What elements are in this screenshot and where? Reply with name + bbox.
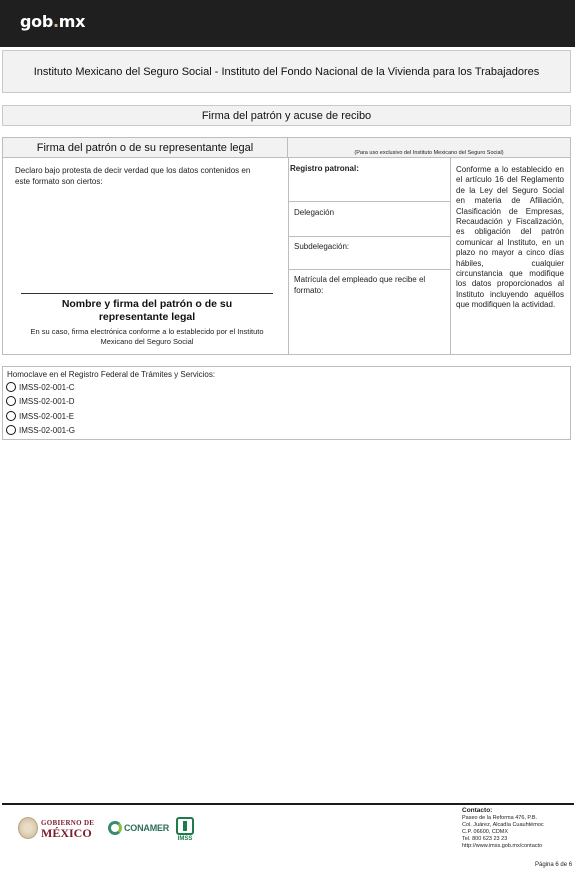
registro-patronal-field[interactable]: Registro patronal:: [289, 158, 450, 202]
declaration-text: Declaro bajo protesta de decir verdad que los datos contenidos en este formato son ciertos:: [15, 166, 251, 186]
imss-fields-column: [288, 158, 451, 354]
signature-line[interactable]: [21, 293, 273, 294]
imss-label: IMSS: [177, 836, 193, 842]
gobierno-line2: MÉXICO: [41, 826, 92, 840]
signature-right-header: (Para uso exclusivo del Instituto Mexicano del Seguro Social): [288, 138, 570, 158]
homoclave-option-label: IMSS-02-001-C: [19, 382, 75, 392]
institute-banner: [2, 50, 571, 93]
homoclave-option-label: IMSS-02-001-G: [19, 425, 76, 435]
contact-postal: C.P. 06600, CDMX: [462, 829, 509, 835]
homoclave-option-label: IMSS-02-001-E: [19, 411, 75, 421]
logo-main: gob: [20, 12, 53, 31]
contact-address: Paseo de la Reforma 476, P.B.: [462, 815, 538, 821]
conamer-label: CONAMER: [124, 823, 170, 833]
homoclave-option[interactable]: [6, 424, 75, 436]
radio-icon[interactable]: [6, 425, 16, 435]
conamer-icon: [108, 821, 122, 835]
contact-block: [462, 806, 544, 850]
radio-icon[interactable]: [6, 396, 16, 406]
matricula-field[interactable]: Matrícula del empleado que recibe el formato:: [294, 275, 426, 295]
gobierno-mexico-logo: [18, 817, 94, 839]
homoclave-title: Homoclave en el Registro Federal de Trámites y Servicios:: [7, 370, 216, 379]
page-number: Página 6 de 6: [535, 862, 573, 868]
contact-url[interactable]: http://www.imss.gob.mx/contacto: [462, 843, 543, 849]
homoclave-option[interactable]: [6, 395, 75, 407]
logo-suffix: mx: [58, 12, 86, 31]
section-title: Firma del patrón y acuse de recibo: [2, 105, 571, 126]
gob-mx-logo[interactable]: [20, 12, 85, 31]
eagle-seal-icon: [18, 817, 38, 839]
top-bar: [0, 0, 575, 47]
homoclave-box: [2, 366, 571, 440]
footer-divider: [2, 803, 574, 805]
radio-icon[interactable]: [6, 411, 16, 421]
homoclave-option[interactable]: [6, 381, 75, 393]
signature-name-label: Nombre y firma del patrón o de su representante legal: [61, 298, 233, 323]
conamer-logo: [108, 821, 169, 835]
gobierno-line1: GOBIERNO DE: [41, 819, 95, 827]
subdelegacion-field[interactable]: Subdelegación:: [289, 237, 450, 270]
signature-table: [2, 137, 571, 355]
institute-title: Instituto Mexicano del Seguro Social - Instituto del Fondo Nacional de la Vivienda para los Trabajadores: [33, 65, 540, 78]
signature-left-header: Firma del patrón o de su representante legal: [3, 138, 288, 158]
imss-logo: [174, 817, 196, 842]
contact-phone: Tel. 800 623 23 23: [462, 836, 508, 842]
homoclave-option-label: IMSS-02-001-D: [19, 396, 75, 406]
logo-dot: .: [53, 12, 59, 31]
radio-icon[interactable]: [6, 382, 16, 392]
efirma-note: En su caso, firma electrónica conforme a lo establecido por el Instituto Mexicano del Seguro Social: [30, 327, 264, 346]
imss-emblem-icon: [176, 817, 194, 835]
contact-colony: Col. Juárez, Alcadía Cuauhtémoc: [462, 822, 544, 828]
legal-notice: Conforme a lo establecido en el artículo 16 del Reglamento de la Ley del Seguro Social en materia de Afiliación, Clasificación de Empresas, Recaudación y Fiscalización, es obligación del patrón comunicar al Instituto, en un plazo no mayor a cinco días hábiles, cualquier circunstancia que modifique los datos proporcionados al Instituto incluyendo aquéllos que modifiquen la actividad.: [456, 165, 564, 310]
contact-title: Contacto:: [462, 807, 493, 814]
delegacion-field[interactable]: Delegación: [289, 202, 450, 237]
homoclave-option[interactable]: [6, 410, 74, 422]
